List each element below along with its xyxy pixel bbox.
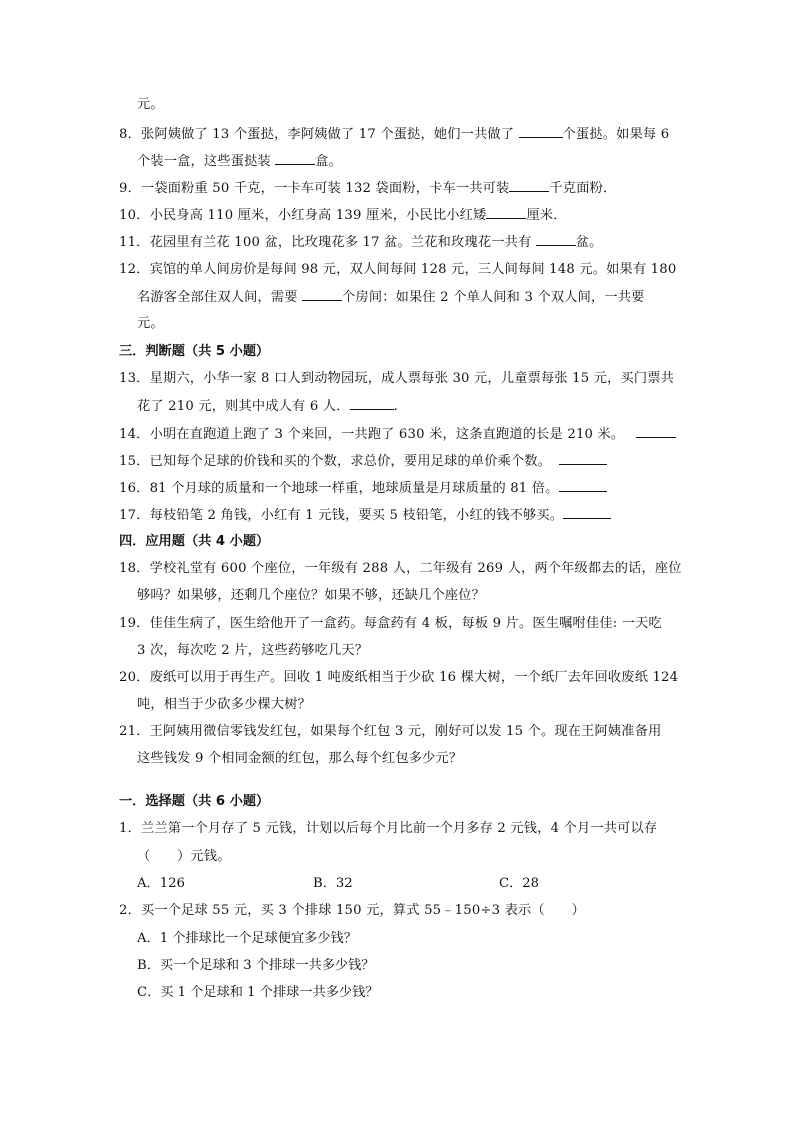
q12-text-a: 名游客全部住双人间，需要 (137, 290, 303, 305)
q16-text: 16．81 个月球的质量和一个地球一样重，地球质量是月球质量的 81 倍。 (119, 481, 559, 496)
section-heading-judgement: 三．判断题（共 5 小题） (119, 344, 270, 359)
answer-blank (536, 233, 576, 246)
answer-blank (509, 179, 549, 192)
q1-option-a: A．126 (137, 876, 185, 891)
q20-line2: 吨，相当于少砍多少棵大树？ (137, 697, 312, 712)
q14 (119, 425, 676, 444)
q18-line1: 18．学校礼堂有 600 个座位，一年级有 288 人，二年级有 269 人，两个年级都去的话，座位 (119, 561, 682, 576)
q17-text: 17．每枝铅笔 2 角钱，小红有 1 元钱，要买 5 枝铅笔，小红的钱不够买。 (119, 508, 564, 523)
q9 (119, 179, 616, 198)
answer-blank (559, 452, 607, 465)
q21-line1: 21．王阿姨用微信零钱发红包，如果每个红包 3 元，刚好可以发 15 个。现在王阿姨准备用 (119, 724, 662, 739)
q9-text-a: 9．一袋面粉重 50 千克，一卡车可装 132 袋面粉，卡车一共可装 (119, 181, 510, 196)
section-heading-application: 四．应用题（共 4 小题） (119, 534, 270, 549)
q12-line3: 元。 (137, 316, 164, 331)
q7-continuation: 元。 (137, 97, 164, 112)
q10-text-a: 10．小民身高 110 厘米，小红身高 139 厘米，小民比小红矮 (119, 208, 487, 223)
q21-line2: 这些钱发 9 个相同金额的红包，那么每个红包多少元？ (137, 751, 463, 766)
q20-line1: 20．废纸可以用于再生产。回收 1 吨废纸相当于少砍 16 棵大树，一个纸厂去年回收废纸 124 (119, 670, 679, 685)
q12-text-b: 个房间：如果住 2 个单人间和 3 个双人间，一共要 (342, 290, 645, 305)
answer-blank (275, 152, 315, 165)
q11 (119, 233, 603, 252)
q2-option-a: A．1 个排球比一个足球便宜多少钱？ (137, 931, 357, 946)
q17 (119, 506, 611, 525)
q12-line1: 12．宾馆的单人间房价是每间 98 元，双人间每间 128 元，三人间每间 148 元。如果有 180 (119, 262, 677, 277)
answer-blank (636, 425, 676, 438)
q2-option-c: C．买 1 个足球和 1 个排球一共多少钱？ (137, 985, 379, 1000)
q10-text-b: 厘米． (526, 208, 567, 223)
q19-line1: 19．佳佳生病了，医生给他开了一盒药。每盒药有 4 板，每板 9 片。医生嘱咐佳佳: 一天吃 (119, 616, 662, 631)
q11-text-b: 盆。 (575, 235, 603, 250)
q1-line2: （ ）元钱。 (137, 849, 231, 864)
q11-text-a: 11．花园里有兰花 100 盆，比玫瑰花多 17 盆。兰花和玫瑰花一共有 (119, 235, 536, 250)
q1-option-c: C．28 (499, 876, 540, 891)
q19-line2: 3 次，每次吃 2 片，这些药够吃几天？ (137, 643, 369, 658)
answer-blank (519, 125, 563, 138)
q8-text-c: 个装一盒，这些蛋挞装 (137, 154, 276, 169)
q13-line1: 13．星期六，小华一家 8 口人到动物园玩，成人票每张 30 元，儿童票每张 15 元，买门票共 (119, 371, 675, 386)
q8-text-d: 盒。 (315, 154, 343, 169)
q12-line2 (137, 288, 645, 307)
answer-blank (350, 397, 394, 410)
q2-option-b: B．买一个足球和 3 个排球一共多少钱？ (137, 958, 375, 973)
q1-line1: 1．兰兰第一个月存了 5 元钱，计划以后每个月比前一个月多存 2 元钱，4 个月一共可以存 (119, 821, 658, 836)
q8-line1 (119, 125, 669, 144)
q16 (119, 479, 607, 498)
q13-line2 (137, 397, 398, 416)
q8-text-b: 个蛋挞。如果每 6 (562, 127, 670, 142)
q9-text-b: 千克面粉． (549, 181, 617, 196)
q14-text: 14．小明在直跑道上跑了 3 个来回，一共跑了 630 米，这条直跑道的长是 210 米。 (119, 427, 625, 442)
answer-blank (302, 288, 342, 301)
q13-text-b: . (393, 399, 398, 414)
q13-text-a: 花了 210 元，则其中成人有 6 人． (137, 399, 350, 414)
answer-blank (563, 506, 611, 519)
answer-blank (559, 479, 607, 492)
q8-text-a: 8．张阿姨做了 13 个蛋挞，李阿姨做了 17 个蛋挞，她们一共做了 (119, 127, 519, 142)
q8-line2 (137, 152, 342, 171)
section-heading-choice: 一．选择题（共 6 小题） (119, 794, 270, 809)
q18-line2: 够吗？如果够，还剩几个座位？如果不够，还缺几个座位？ (137, 588, 486, 603)
q10 (119, 206, 567, 225)
q2-stem: 2．买一个足球 55 元，买 3 个排球 150 元，算式 55﹣150÷3 表示（ ） (119, 903, 585, 918)
q15 (119, 452, 607, 471)
answer-blank (486, 206, 526, 219)
q15-text: 15．已知每个足球的价钱和买的个数，求总价，要用足球的单价乘个数。 (119, 454, 552, 469)
q1-option-b: B．32 (313, 876, 353, 891)
